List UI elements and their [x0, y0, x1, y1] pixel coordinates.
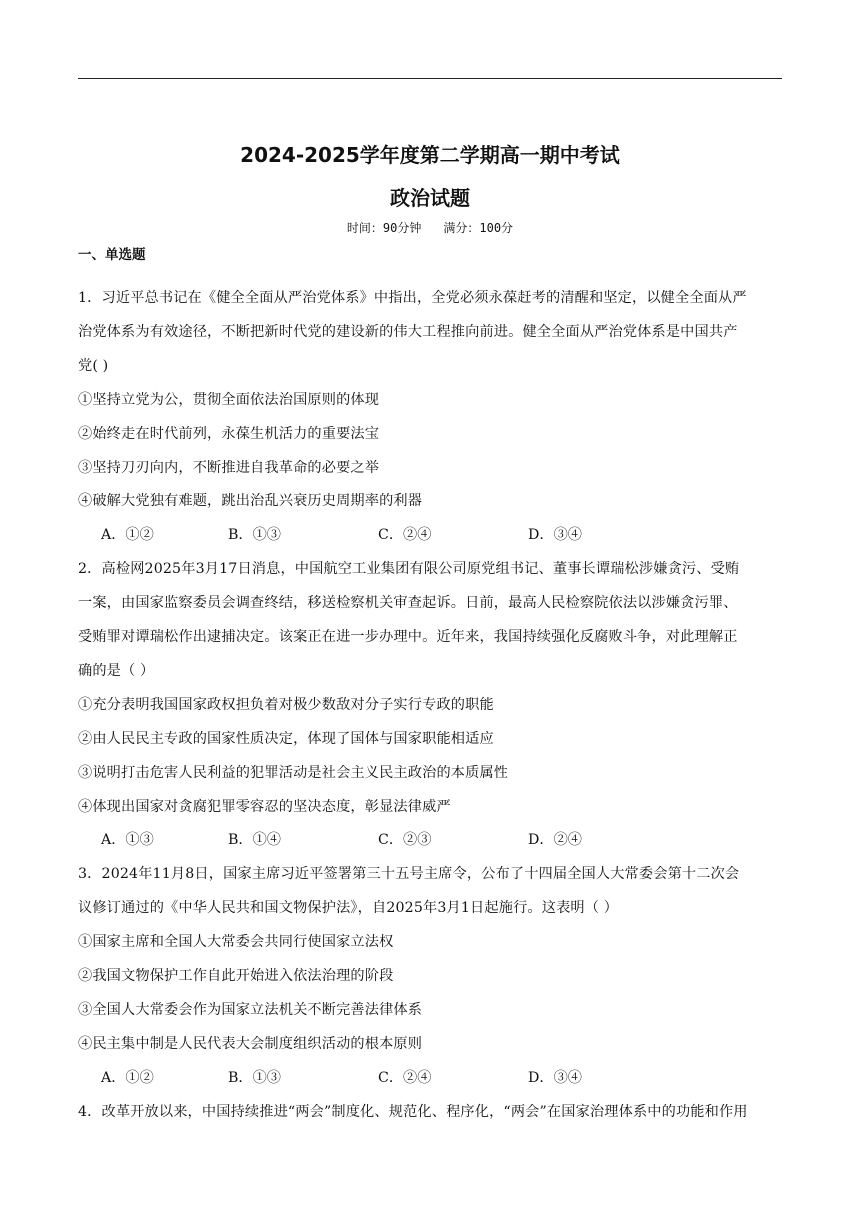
statement-line: ①国家主席和全国人大常委会共同行使国家立法权: [78, 934, 394, 951]
answer-option: B．①④: [228, 832, 281, 849]
exam-time: 时间：90分钟: [346, 221, 422, 235]
statement-line: ②由人民民主专政的国家性质决定，体现了国体与国家职能相适应: [78, 730, 494, 747]
question-stem-line: 4．改革开放以来，中国持续推进“两会”制度化、规范化、程序化，“两会”在国家治理体系中的功能和作用: [78, 1103, 748, 1120]
question-stem-line: 1．习近平总书记在《健全全面从严治党体系》中指出，全党必须永葆赶考的清醒和坚定，以健全全面从严: [78, 290, 747, 306]
answer-option: D．②④: [528, 832, 582, 849]
question-stem-line: 一案，由国家监察委员会调查终结，移送检察机关审查起诉。日前，最高人民检察院依法以涉嫌贪污罪、: [78, 595, 738, 612]
statement-line: ③全国人大常委会作为国家立法机关不断完善法律体系: [78, 1001, 423, 1018]
answer-option: C．②③: [378, 832, 432, 849]
statement-line: ①充分表明我国国家政权担负着对极少数敌对分子实行专政的职能: [78, 696, 494, 713]
answer-option: C．②④: [378, 1069, 432, 1086]
exam-subtitle: 政治试题: [390, 186, 470, 210]
answer-option: A．①③: [101, 832, 154, 849]
answer-option: D．③④: [528, 527, 582, 544]
question-stem-line: 治党体系为有效途径，不断把新时代党的建设新的伟大工程推向前进。健全全面从严治党体系是中国共产: [78, 323, 738, 340]
exam-score: 满分：100分: [443, 221, 514, 235]
statement-line: ④体现出国家对贪腐犯罪零容忍的坚决态度，彰显法律威严: [78, 798, 451, 815]
statement-line: ②我国文物保护工作自此开始进入依法治理的阶段: [78, 968, 394, 984]
question-stem-line: 受贿罪对谭瑞松作出逮捕决定。该案正在进一步办理中。近年来，我国持续强化反腐败斗争，对此理解正: [78, 629, 738, 645]
exam-meta: [0, 219, 860, 236]
question-stem-line: 2．高检网2025年3月17日消息，中国航空工业集团有限公司原党组书记、董事长谭瑞松涉嫌贪污、受贿: [78, 561, 740, 578]
statement-line: ③说明打击危害人民利益的犯罪活动是社会主义民主政治的本质属性: [78, 764, 509, 781]
exam-title: 2024-2025学年度第二学期高一期中考试: [240, 143, 620, 167]
answer-option: A．①②: [101, 527, 154, 544]
answer-option: C．②④: [378, 527, 432, 544]
statement-line: ④破解大党独有难题，跳出治乱兴衰历史周期率的利器: [78, 493, 423, 510]
statement-line: ①坚持立党为公，贯彻全面依法治国原则的体现: [78, 391, 380, 408]
statement-line: ②始终走在时代前列，永葆生机活力的重要法宝: [78, 425, 380, 442]
question-stem-line: 确的是（ ）: [78, 662, 155, 679]
answer-option: B．①③: [228, 1069, 281, 1086]
statement-line: ④民主集中制是人民代表大会制度组织活动的根本原则: [78, 1035, 423, 1052]
question-stem-line: 3．2024年11月8日，国家主席习近平签署第三十五号主席令，公布了十四届全国人大常委会第十二次会: [78, 866, 740, 883]
question-stem-line: 党( ): [78, 357, 109, 374]
top-rule: [78, 78, 782, 79]
answer-option: A．①②: [101, 1069, 154, 1086]
answer-option: B．①③: [228, 527, 281, 544]
question-stem-line: 议修订通过的《中华人民共和国文物保护法》，自2025年3月1日起施行。这表明（ ）: [78, 900, 619, 917]
section-title: 一、单选题: [78, 247, 146, 263]
answer-option: D．③④: [528, 1069, 582, 1086]
statement-line: ③坚持刀刃向内，不断推进自我革命的必要之举: [78, 459, 380, 476]
